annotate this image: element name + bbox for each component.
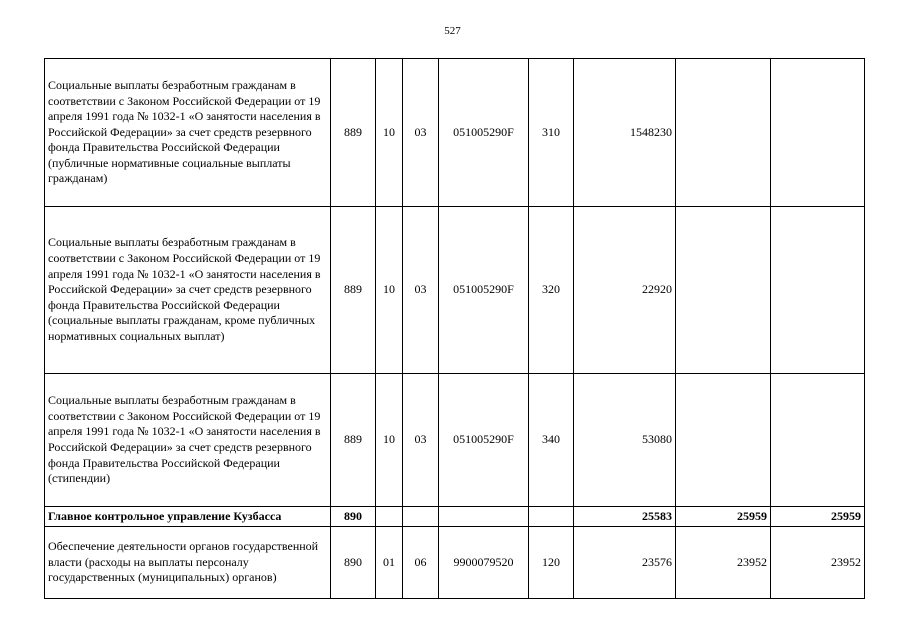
sum-year-1: 53080 — [574, 374, 676, 507]
sum-year-3 — [771, 59, 865, 207]
table-row-total — [45, 507, 865, 527]
sum-year-3: 25959 — [771, 507, 865, 527]
sum-year-3: 23952 — [771, 527, 865, 599]
table-row — [45, 59, 865, 207]
sum-year-1: 1548230 — [574, 59, 676, 207]
ministry-code: 889 — [331, 207, 376, 374]
sum-year-1: 22920 — [574, 207, 676, 374]
section-code: 01 — [376, 527, 403, 599]
budget-table — [44, 58, 865, 599]
ministry-code: 890 — [331, 507, 376, 527]
expense-type-code: 340 — [529, 374, 574, 507]
expense-name: Главное контрольное управление Кузбасса — [45, 507, 331, 527]
expense-type-code — [529, 507, 574, 527]
target-article-code: 051005290F — [439, 374, 529, 507]
target-article-code: 051005290F — [439, 59, 529, 207]
expense-name: Социальные выплаты безработным гражданам в соответствии с Законом Российской Федерации от 19 апреля 1991 года № 1032-1 «О занятости населения в Российской Федерации» за счет средств резервного фонда Правительства Российской Федерации (публичные нормативные социальные выплаты гражданам) — [45, 59, 331, 207]
subsection-code — [403, 507, 439, 527]
table-row — [45, 527, 865, 599]
expense-type-code: 310 — [529, 59, 574, 207]
table-row — [45, 374, 865, 507]
expense-type-code: 320 — [529, 207, 574, 374]
sum-year-3 — [771, 207, 865, 374]
expense-type-code: 120 — [529, 527, 574, 599]
section-code: 10 — [376, 59, 403, 207]
sum-year-1: 25583 — [574, 507, 676, 527]
table-row — [45, 207, 865, 374]
ministry-code: 889 — [331, 59, 376, 207]
expense-name: Социальные выплаты безработным гражданам в соответствии с Законом Российской Федерации от 19 апреля 1991 года № 1032-1 «О занятости населения в Российской Федерации» за счет средств резервного фонда Правительства Российской Федерации (социальные выплаты гражданам, кроме публичных нормативных социальных выплат) — [45, 207, 331, 374]
ministry-code: 890 — [331, 527, 376, 599]
target-article-code: 051005290F — [439, 207, 529, 374]
section-code: 10 — [376, 374, 403, 507]
subsection-code: 03 — [403, 59, 439, 207]
sum-year-2: 23952 — [676, 527, 771, 599]
expense-name: Социальные выплаты безработным гражданам в соответствии с Законом Российской Федерации от 19 апреля 1991 года № 1032-1 «О занятости населения в Российской Федерации» за счет средств резервного фонда Правительства Российской Федерации (стипендии) — [45, 374, 331, 507]
expense-name: Обеспечение деятельности органов государственной власти (расходы на выплаты персоналу государственных (муниципальных) органов) — [45, 527, 331, 599]
sum-year-2 — [676, 374, 771, 507]
section-code — [376, 507, 403, 527]
section-code: 10 — [376, 207, 403, 374]
subsection-code: 03 — [403, 374, 439, 507]
subsection-code: 03 — [403, 207, 439, 374]
target-article-code — [439, 507, 529, 527]
target-article-code: 9900079520 — [439, 527, 529, 599]
page-number: 527 — [444, 25, 461, 37]
sum-year-2 — [676, 59, 771, 207]
sum-year-2: 25959 — [676, 507, 771, 527]
sum-year-1: 23576 — [574, 527, 676, 599]
sum-year-2 — [676, 207, 771, 374]
sum-year-3 — [771, 374, 865, 507]
ministry-code: 889 — [331, 374, 376, 507]
subsection-code: 06 — [403, 527, 439, 599]
